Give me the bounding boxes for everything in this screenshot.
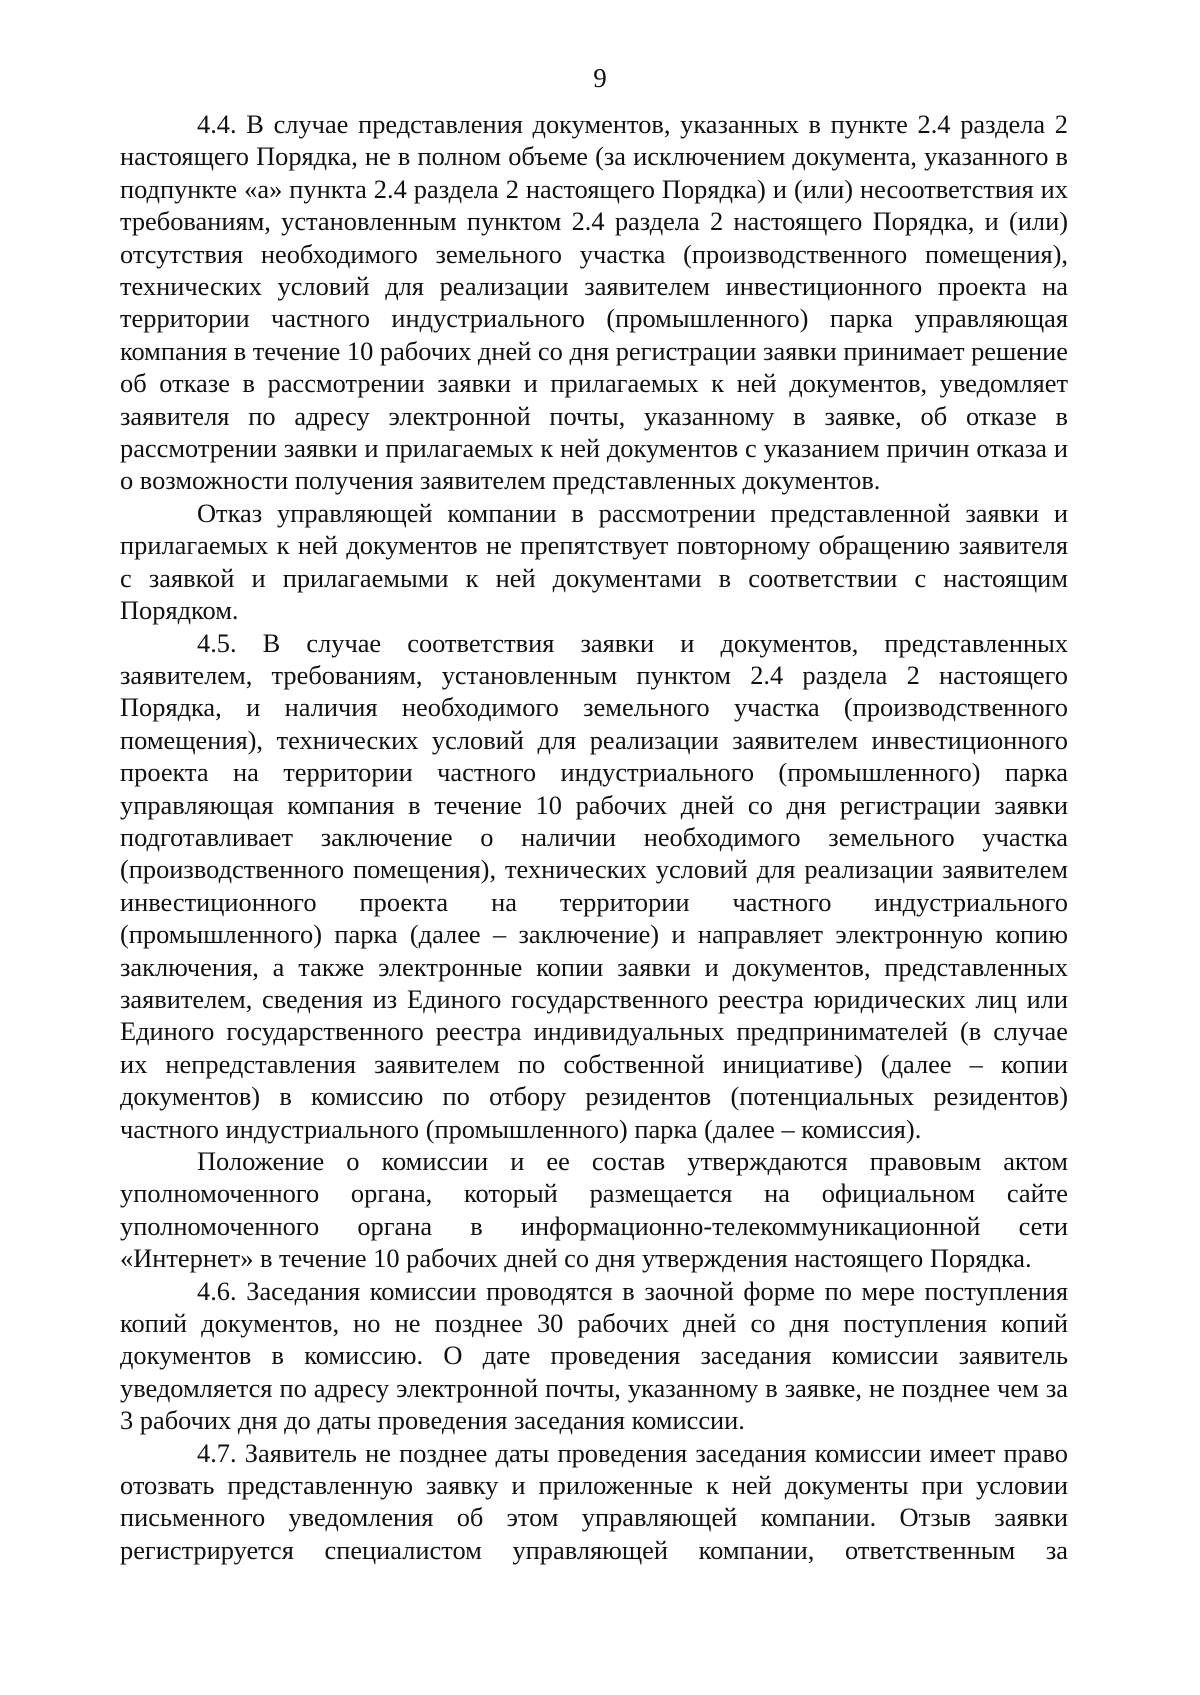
paragraph-commission-regulation: Положение о комиссии и ее состав утверждаются правовым актом уполномоченного органа, который размещается на официальном сайте уполномоченного органа в информационно-телекоммуникационной сети «Интернет» в течение 10 рабочих дней со дня утверждения настоящего Порядка. <box>120 1146 1068 1274</box>
paragraph-4-6: 4.6. Заседания комиссии проводятся в заочной форме по мере поступления копий документов, но не позднее 30 рабочих дней со дня поступления копий документов в комиссию. О дате проведения заседания комиссии заявитель уведомляется по адресу электронной почты, указанному в заявке, не позднее чем за 3 рабочих дня до даты проведения заседания комиссии. <box>120 1275 1068 1436</box>
paragraph-4-7: 4.7. Заявитель не позднее даты проведения заседания комиссии имеет право отозвать представленную заявку и приложенные к ней документы при условии письменного уведомления об этом управляющей компании. Отзыв заявки регистрируется специалистом управляющей компании, ответственным за <box>120 1437 1068 1565</box>
paragraph-4-4: 4.4. В случае представления документов, указанных в пункте 2.4 раздела 2 настоящего Порядка, не в полном объеме (за исключением документа, указанного в подпункте «а» пункта 2.4 раздела 2 настоящего Порядка) и (или) несоответствия их требованиям, установленным пунктом 2.4 раздела 2 настоящего Порядка, и (или) отсутствия необходимого земельного участка (производственного помещения), технических условий для реализации заявителем инвестиционного проекта на территории частного индустриального (промышленного) парка управляющая компания в течение 10 рабочих дней со дня регистрации заявки принимает решение об отказе в рассмотрении заявки и прилагаемых к ней документов, уведомляет заявителя по адресу электронной почты, указанному в заявке, об отказе в рассмотрении заявки и прилагаемых к ней документов с указанием причин отказа и о возможности получения заявителем представленных документов. <box>120 109 1068 496</box>
paragraph-4-5: 4.5. В случае соответствия заявки и документов, представленных заявителем, требованиям, установленным пунктом 2.4 раздела 2 настоящего Порядка, и наличия необходимого земельного участка (производственного помещения), технических условий для реализации заявителем инвестиционного проекта на территории частного индустриального (промышленного) парка управляющая компания в течение 10 рабочих дней со дня регистрации заявки подготавливает заключение о наличии необходимого земельного участка (производственного помещения), технических условий для реализации заявителем инвестиционного проекта на территории частного индустриального (промышленного) парка (далее – заключение) и направляет электронную копию заключения, а также электронные копии заявки и документов, представленных заявителем, сведения из Единого государственного реестра юридических лиц или Единого государственного реестра индивидуальных предпринимателей (в случае их непредставления заявителем по собственной инициативе) (далее – копии документов) в комиссию по отбору резидентов (потенциальных резидентов) частного индустриального (промышленного) парка (далее – комиссия). <box>120 627 1068 1144</box>
paragraph-refusal-note: Отказ управляющей компании в рассмотрении представленной заявки и прилагаемых к ней документов не препятствует повторному обращению заявителя с заявкой и прилагаемыми к ней документами в соответствии с настоящим Порядком. <box>120 497 1068 626</box>
page-number: 9 <box>593 63 607 93</box>
document-body <box>120 108 1068 1566</box>
